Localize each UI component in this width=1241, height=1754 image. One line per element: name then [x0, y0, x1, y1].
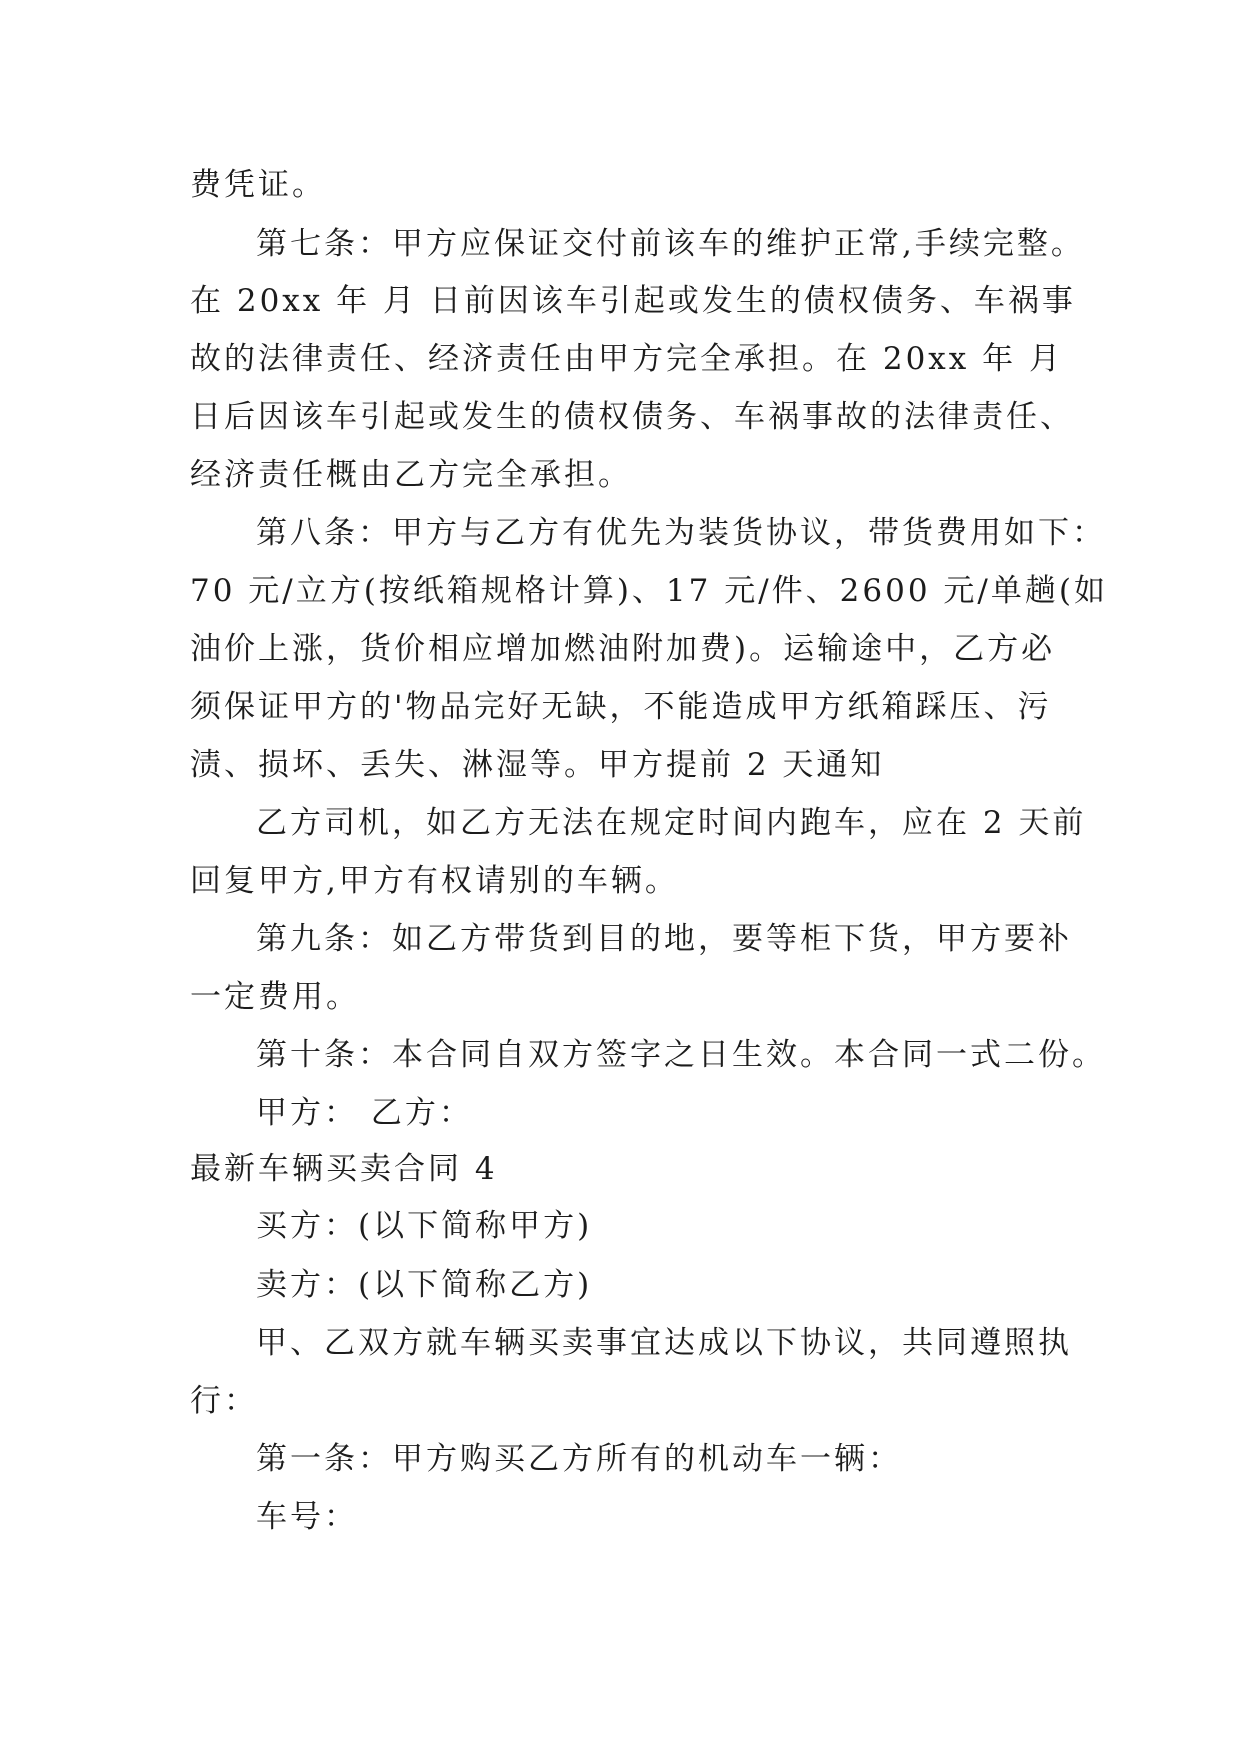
text-line: 须保证甲方的'物品完好无缺，不能造成甲方纸箱踩压、污: [190, 689, 1052, 725]
signature-line: 甲方： 乙方：: [256, 1095, 473, 1131]
text-line: 买方：(以下简称甲方): [256, 1208, 593, 1244]
text-line: 第七条：甲方应保证交付前该车的维护正常,手续完整。: [256, 226, 1085, 262]
text-line: 70 元/立方(按纸箱规格计算)、17 元/件、2600 元/单趟(如: [190, 573, 1108, 609]
text-line: 一定费用。: [190, 979, 360, 1015]
text-line: 第一条：甲方购买乙方所有的机动车一辆：: [256, 1441, 902, 1477]
text-line: 经济责任概由乙方完全承担。: [190, 457, 632, 493]
text-line: 卖方：(以下简称乙方): [256, 1267, 593, 1303]
text-line: 行：: [190, 1383, 258, 1419]
text-line: 第九条：如乙方带货到目的地，要等柜下货，甲方要补: [256, 921, 1072, 957]
text-line: 甲、乙双方就车辆买卖事宜达成以下协议，共同遵照执: [256, 1325, 1072, 1361]
text-line: 在 20xx 年 月 日前因该车引起或发生的债权债务、车祸事: [190, 283, 1076, 319]
section-title: 最新车辆买卖合同 4: [190, 1151, 498, 1187]
text-line: 油价上涨，货价相应增加燃油附加费)。运输途中，乙方必: [190, 631, 1056, 667]
text-line: 故的法律责任、经济责任由甲方完全承担。在 20xx 年 月: [190, 341, 1063, 377]
text-line: 车号：: [256, 1499, 358, 1535]
text-line: 乙方司机，如乙方无法在规定时间内跑车，应在 2 天前: [256, 805, 1087, 841]
text-line: 费凭证。: [190, 167, 326, 203]
text-line: 回复甲方,甲方有权请别的车辆。: [190, 863, 679, 899]
text-line: 第八条：甲方与乙方有优先为装货协议，带货费用如下：: [256, 515, 1106, 551]
text-line: 日后因该车引起或发生的债权债务、车祸事故的法律责任、: [190, 399, 1074, 435]
text-line: 第十条：本合同自双方签字之日生效。本合同一式二份。: [256, 1037, 1106, 1073]
text-line: 渍、损坏、丢失、淋湿等。甲方提前 2 天通知: [190, 747, 885, 783]
